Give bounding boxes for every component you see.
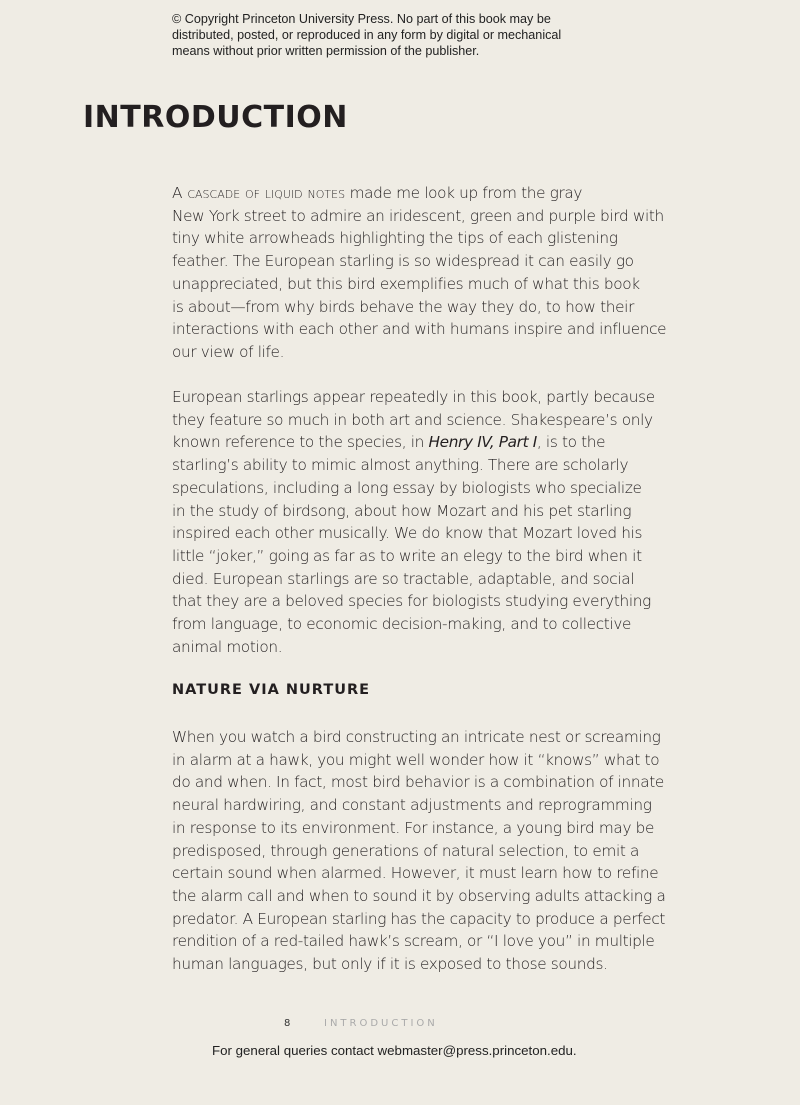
text-segment: , is to the (536, 433, 606, 452)
paragraph (172, 182, 666, 364)
text-segment: known reference to the species, in (172, 433, 429, 452)
paragraph (172, 726, 666, 976)
text-line: in alarm at a hawk, you might well wonder how it “knows” what to (172, 750, 660, 769)
chapter-title: INTRODUCTION (83, 100, 348, 135)
copyright-line: distributed, posted, or reproduced in any form by digital or mechanical (172, 28, 562, 42)
text-line: unappreciated, but this bird exemplifies much of what this book (172, 274, 640, 293)
text-line: in response to its environment. For instance, a young bird may be (172, 818, 655, 837)
text-line: our view of life. (172, 342, 285, 361)
text-line: animal motion. (172, 637, 283, 656)
page-number: 8 (284, 1018, 291, 1029)
italic-text: Henry IV, Part I (428, 433, 537, 452)
text-line (172, 431, 655, 454)
paragraph (172, 386, 655, 658)
text-line: certain sound when alarmed. However, it must learn how to refine (172, 864, 659, 883)
text-line: New York street to admire an iridescent, green and purple bird with (172, 206, 664, 225)
text-line: European starlings appear repeatedly in this book, partly because (172, 388, 655, 406)
text-line: the alarm call and when to sound it by observing adults attacking a (172, 886, 666, 905)
section-heading: NATURE VIA NURTURE (172, 682, 371, 698)
text-line: neural hardwiring, and constant adjustments and reprogramming (172, 796, 652, 815)
copyright-line: © Copyright Princeton University Press. No part of this book may be (172, 12, 551, 26)
footer-contact: For general queries contact webmaster@press.princeton.edu. (212, 1043, 577, 1058)
text-line: interactions with each other and with humans inspire and influence (172, 320, 667, 339)
text-line: speculations, including a long essay by biologists who specialize (172, 478, 642, 497)
text-line: feather. The European starling is so widespread it can easily go (172, 252, 634, 271)
text-line: do and when. In fact, most bird behavior is a combination of innate (172, 773, 664, 792)
text-line: starling’s ability to mimic almost anything. There are scholarly (172, 456, 629, 475)
text-line: from language, to economic decision-making, and to collective (172, 615, 632, 634)
copyright-notice (172, 11, 561, 59)
text-segment: made me look up from the gray (345, 184, 583, 202)
text-line: died. European starlings are so tractable, adaptable, and social (172, 569, 635, 588)
text-line: little “joker,” going as far as to write an elegy to the bird when it (172, 546, 642, 565)
text-line: is about—from why birds behave the way they do, to how their (172, 297, 635, 316)
text-line: predisposed, through generations of natural selection, to emit a (172, 841, 640, 860)
text-line: inspired each other musically. We do know that Mozart loved his (172, 524, 643, 543)
text-line: tiny white arrowheads highlighting the tips of each glistening (172, 229, 618, 248)
text-line: in the study of birdsong, about how Mozart and his pet starling (172, 501, 632, 520)
running-head: INTRODUCTION (324, 1018, 438, 1029)
text-line: that they are a beloved species for biologists studying everything (172, 592, 651, 611)
text-line: they feature so much in both art and science. Shakespeare’s only (172, 410, 653, 429)
text-line: predator. A European starling has the capacity to produce a perfect (172, 909, 666, 928)
small-caps-lead-in: A cascade of liquid notes (172, 184, 346, 202)
text-line: human languages, but only if it is exposed to those sounds. (172, 955, 608, 974)
text-line (172, 182, 666, 205)
text-line: rendition of a red-tailed hawk’s scream, or “I love you” in multiple (172, 932, 655, 951)
copyright-line: means without prior written permission of the publisher. (172, 44, 480, 58)
text-line: When you watch a bird constructing an intricate nest or screaming (172, 728, 661, 746)
